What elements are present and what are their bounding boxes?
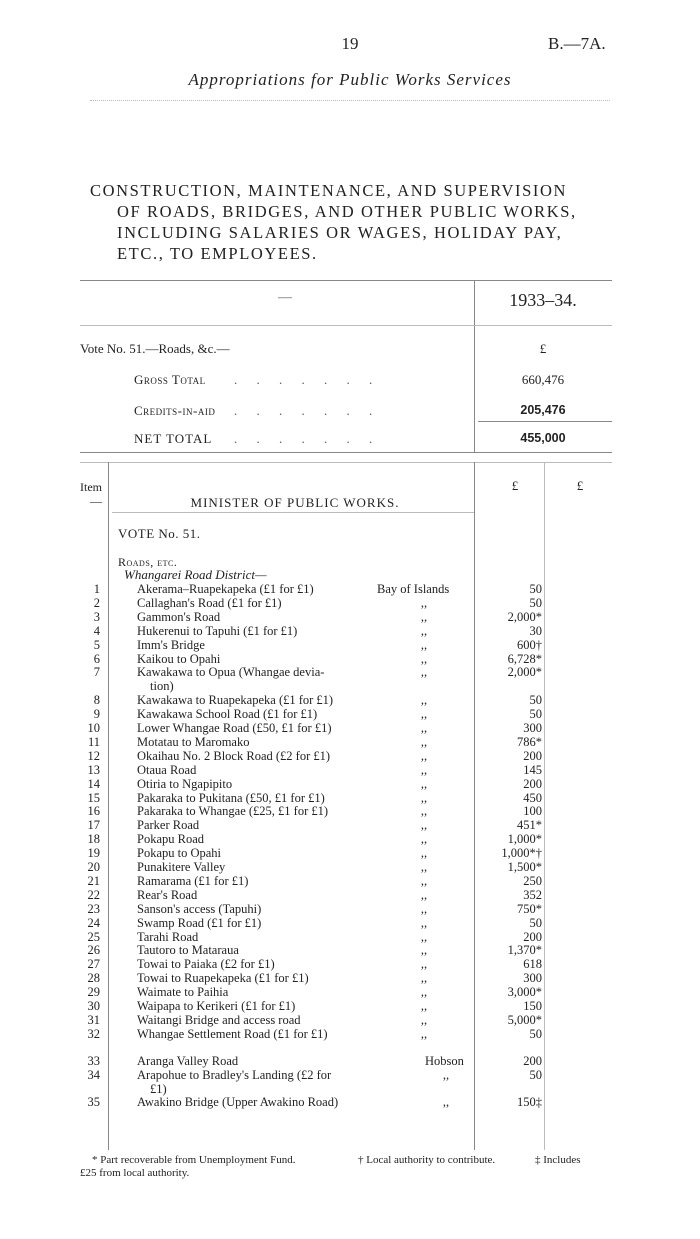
summary-currency: £ — [539, 341, 547, 356]
ditto-mark: ,, — [420, 734, 428, 749]
item-name: Kawakawa School Road (£1 for £1) — [137, 707, 318, 722]
item-name: Gammon's Road — [137, 609, 221, 624]
ditto-mark: ,, — [420, 721, 428, 735]
ditto-mark: ,, — [420, 665, 428, 680]
table-row — [0, 582, 700, 596]
item-number: 30 — [87, 999, 100, 1013]
ditto-mark: ,, — [442, 1067, 450, 1082]
table-row — [0, 804, 700, 818]
ditto-mark: ,, — [420, 846, 428, 861]
item-number: 15 — [87, 790, 100, 805]
item-name: Pakaraka to Pukitana (£50, £1 for £1) — [137, 790, 325, 805]
ditto-mark: ,, — [420, 637, 428, 652]
item-number: 35 — [87, 1095, 100, 1110]
table-row — [0, 971, 700, 985]
ditto-mark: ,, — [420, 985, 428, 1000]
item-amount: 352 — [523, 887, 542, 902]
ditto-mark: ,, — [420, 971, 428, 986]
item-amount: 5,000* — [507, 1012, 542, 1027]
table-row — [0, 860, 700, 874]
table-row — [0, 1054, 700, 1068]
item-name: Whangae Settlement Road (£1 for £1) — [137, 1026, 328, 1041]
table-row — [0, 763, 700, 777]
item-name: Kawakawa to Ruapekapeka (£1 for £1) — [137, 693, 334, 708]
item-amount: 200 — [523, 1053, 542, 1068]
item-amount: 618 — [523, 957, 542, 972]
item-amount: 786* — [517, 734, 542, 749]
summary-column-rule — [474, 280, 475, 452]
summary-gross-total — [134, 372, 474, 388]
item-name: Otiria to Ngapipito — [137, 776, 233, 791]
table-row — [0, 665, 700, 679]
item-name: Okaihau No. 2 Block Road (£2 for £1) — [137, 748, 331, 763]
main-title-line: INCLUDING SALARIES OR WAGES, HOLIDAY PAY, — [117, 223, 563, 242]
table-row — [0, 888, 700, 902]
item-amount: 50 — [529, 595, 542, 610]
item-amount: 750* — [517, 901, 542, 916]
item-amount: 200 — [523, 929, 542, 944]
item-name: Imm's Bridge — [137, 637, 205, 652]
ditto-mark: ,, — [420, 915, 428, 930]
ditto-mark: ,, — [420, 595, 428, 610]
ditto-mark: ,, — [420, 929, 428, 944]
table-row — [0, 596, 700, 610]
main-title-line: CONSTRUCTION, MAINTENANCE, AND SUPERVISION — [90, 181, 568, 200]
item-amount: 450 — [523, 790, 542, 805]
ditto-mark: ,, — [420, 999, 428, 1013]
summary-label: Credits-in-aid — [134, 403, 216, 418]
ditto-mark: ,, — [420, 790, 428, 805]
item-name: Swamp Road (£1 for £1) — [137, 915, 262, 930]
ditto-mark: ,, — [420, 943, 428, 958]
item-number: 2 — [93, 595, 100, 610]
item-amount: 451* — [517, 818, 542, 833]
footnote-dagger: † Local authority to contribute. — [358, 1154, 496, 1166]
item-name: Callaghan's Road (£1 for £1) — [137, 595, 282, 610]
item-number: 13 — [87, 762, 100, 777]
item-number: 20 — [87, 860, 100, 874]
item-number: 3 — [93, 609, 100, 624]
item-name: Motatau to Maromako — [137, 734, 250, 749]
ditto-mark: ,, — [420, 748, 428, 763]
item-amount: 50 — [529, 1067, 542, 1082]
item-amount: 50 — [529, 1026, 542, 1041]
item-amount: 3,000* — [507, 985, 542, 1000]
item-name: Waipapa to Kerikeri (£1 for £1) — [137, 999, 296, 1013]
footnote-asterisk: * Part recoverable from Unemployment Fund. — [92, 1154, 296, 1166]
summary-net-value: 455,000 — [520, 431, 566, 445]
ditto-mark: ,, — [420, 776, 428, 791]
table-row — [0, 652, 700, 666]
item-amount: 100 — [523, 804, 542, 819]
table-row — [0, 999, 700, 1013]
table-row — [0, 957, 700, 971]
ditto-mark: ,, — [420, 609, 428, 624]
item-number: 22 — [87, 887, 100, 902]
table-row-continuation — [0, 679, 700, 693]
summary-blank-header: — — [278, 290, 292, 305]
item-amount: 200 — [523, 776, 542, 791]
summary-gross-total-value: 660,476 — [521, 372, 565, 387]
footnote-double-dagger: ‡ Includes — [535, 1154, 581, 1166]
item-name: Akerama–Ruapekapeka (£1 for £1) — [137, 582, 314, 596]
district-heading: Whangarei Road District— — [124, 567, 267, 582]
ditto-mark: ,, — [420, 1026, 428, 1041]
item-name: Kawakawa to Opua (Whangae devia- — [137, 665, 325, 680]
item-number: 31 — [87, 1012, 100, 1027]
total-currency: £ — [576, 478, 584, 493]
summary-header-rule — [80, 325, 612, 326]
item-number: 12 — [87, 748, 100, 763]
ditto-mark: ,, — [420, 693, 428, 708]
item-number: 6 — [93, 651, 100, 666]
item-name: Waitangi Bridge and access road — [137, 1012, 301, 1027]
item-number: 14 — [87, 776, 100, 791]
table-row — [0, 749, 700, 763]
item-name-continuation: £1) — [150, 1081, 167, 1096]
item-amount: 2,000* — [507, 609, 542, 624]
item-name: Pokapu to Opahi — [137, 846, 222, 861]
item-amount: 200 — [523, 748, 542, 763]
ministry-rule — [112, 512, 474, 513]
items-top-rule — [80, 462, 612, 463]
item-amount: 50 — [529, 915, 542, 930]
summary-leader: . . . . . . . — [234, 431, 381, 446]
summary-vote-line: Vote No. 51.—Roads, &c.— — [80, 341, 230, 356]
item-number: 9 — [93, 707, 100, 722]
ditto-mark: ,, — [420, 623, 428, 638]
item-number: 8 — [93, 693, 100, 708]
summary-top-rule — [80, 280, 612, 281]
item-number: 17 — [87, 818, 100, 833]
item-name: Rear's Road — [137, 887, 198, 902]
item-number: 1 — [93, 582, 100, 596]
main-title-line: ETC., TO EMPLOYEES. — [117, 244, 318, 263]
item-amount: 150 — [523, 999, 542, 1013]
item-name: Otaua Road — [137, 762, 197, 777]
roads-heading: Roads, etc. — [118, 555, 178, 569]
item-location: Hobson — [425, 1053, 464, 1068]
item-amount: 600† — [517, 637, 542, 652]
document-reference: B.—7A. — [548, 34, 606, 53]
item-amount: 50 — [529, 582, 542, 596]
item-column-header: Item — [80, 480, 102, 494]
item-name: Awakino Bridge (Upper Awakino Road) — [137, 1095, 339, 1110]
item-number: 16 — [87, 804, 100, 819]
summary-year-header: 1933–34. — [509, 290, 577, 310]
item-name: Arapohue to Bradley's Landing (£2 for — [137, 1067, 332, 1082]
table-row — [0, 735, 700, 749]
ministry-heading: MINISTER OF PUBLIC WORKS. — [190, 495, 400, 510]
table-row — [0, 846, 700, 860]
table-row — [0, 777, 700, 791]
item-number: 34 — [87, 1067, 100, 1082]
table-row — [0, 707, 700, 721]
item-number: 11 — [87, 734, 100, 749]
item-number: 23 — [87, 901, 100, 916]
table-row — [0, 693, 700, 707]
item-name: Sanson's access (Tapuhi) — [137, 901, 262, 916]
item-name: Tautoro to Mataraua — [137, 943, 239, 958]
table-row — [0, 874, 700, 888]
summary-leader: . . . . . . . — [234, 372, 381, 387]
vote-heading: VOTE No. 51. — [118, 526, 201, 541]
table-row-continuation — [0, 1082, 700, 1096]
item-name: Pokapu Road — [137, 832, 205, 847]
table-row — [0, 818, 700, 832]
table-row — [0, 1027, 700, 1041]
main-title-line: OF ROADS, BRIDGES, AND OTHER PUBLIC WORKS, — [117, 202, 577, 221]
item-number: 19 — [87, 846, 100, 861]
table-row — [0, 1013, 700, 1027]
item-name: Punakitere Valley — [137, 860, 226, 874]
item-number: 29 — [87, 985, 100, 1000]
item-amount: 50 — [529, 693, 542, 708]
item-number: 24 — [87, 915, 100, 930]
item-name: Lower Whangae Road (£50, £1 for £1) — [137, 721, 332, 735]
item-number: 26 — [87, 943, 100, 958]
item-amount: 30 — [529, 623, 542, 638]
footnote-continuation: £25 from local authority. — [80, 1167, 190, 1179]
item-number: 32 — [87, 1026, 100, 1041]
item-name: Towai to Ruapekapeka (£1 for £1) — [137, 971, 309, 986]
table-row — [0, 721, 700, 735]
summary-label: NET TOTAL — [134, 431, 213, 446]
ditto-mark: ,, — [420, 818, 428, 833]
item-amount: 300 — [523, 971, 542, 986]
item-amount: 1,000* — [507, 832, 542, 847]
summary-label: Gross Total — [134, 372, 206, 387]
item-amount: 250 — [523, 873, 542, 888]
running-title: Appropriations for Public Works Services — [188, 70, 512, 89]
table-row — [0, 1095, 700, 1109]
ditto-mark: ,, — [420, 804, 428, 819]
item-name: Ramarama (£1 for £1) — [137, 873, 249, 888]
summary-subtotal-rule — [478, 421, 612, 422]
item-amount: 2,000* — [507, 665, 542, 680]
summary-bottom-rule — [80, 452, 612, 453]
ditto-mark: ,, — [420, 762, 428, 777]
table-row — [0, 1068, 700, 1082]
item-amount: 1,500* — [507, 860, 542, 874]
table-row — [0, 610, 700, 624]
item-name: Hukerenui to Tapuhi (£1 for £1) — [137, 623, 298, 638]
summary-credits-value: 205,476 — [520, 403, 566, 417]
ditto-mark: ,, — [420, 887, 428, 902]
table-row — [0, 943, 700, 957]
ditto-mark: ,, — [420, 873, 428, 888]
item-number: 10 — [87, 721, 100, 735]
table-row — [0, 624, 700, 638]
ditto-mark: ,, — [442, 1095, 450, 1110]
summary-leader: . . . . . . . — [234, 403, 381, 418]
ditto-mark: ,, — [420, 1012, 428, 1027]
item-name: Towai to Paiaka (£2 for £1) — [137, 957, 275, 972]
ditto-mark: ,, — [420, 901, 428, 916]
item-amount: 145 — [523, 762, 542, 777]
table-row — [0, 832, 700, 846]
item-name: Waimate to Paihia — [137, 985, 229, 1000]
table-row — [0, 930, 700, 944]
item-number: 28 — [87, 971, 100, 986]
item-number: 7 — [93, 665, 100, 680]
ditto-mark: ,, — [420, 651, 428, 666]
item-amount: 1,370* — [507, 943, 542, 958]
main-title — [90, 180, 650, 264]
ditto-mark: ,, — [420, 832, 428, 847]
item-name: Tarahi Road — [137, 929, 199, 944]
item-number: 5 — [93, 637, 100, 652]
item-location: Bay of Islands — [377, 582, 450, 596]
item-amount: 6,728* — [507, 651, 542, 666]
item-name: Aranga Valley Road — [137, 1053, 239, 1068]
table-row — [0, 638, 700, 652]
ditto-mark: ,, — [420, 707, 428, 722]
item-amount: 1,000*† — [501, 846, 542, 861]
table-row — [0, 985, 700, 999]
item-number: 27 — [87, 957, 100, 972]
item-amount: 50 — [529, 707, 542, 722]
ditto-mark: ,, — [420, 957, 428, 972]
header-divider — [90, 100, 610, 101]
item-name-continuation: tion) — [150, 679, 174, 694]
ditto-mark: ,, — [420, 860, 428, 874]
item-number: 33 — [87, 1053, 100, 1068]
item-number: 21 — [87, 873, 100, 888]
amount-currency: £ — [511, 478, 519, 493]
table-row — [0, 902, 700, 916]
item-name: Kaikou to Opahi — [137, 651, 221, 666]
summary-net-total — [134, 431, 474, 447]
item-column-dash: — — [90, 494, 102, 508]
item-number: 25 — [87, 929, 100, 944]
item-number: 18 — [87, 832, 100, 847]
summary-credits-in-aid — [134, 403, 474, 419]
table-row — [0, 791, 700, 805]
item-amount: 300 — [523, 721, 542, 735]
item-name: Pakaraka to Whangae (£25, £1 for £1) — [137, 804, 329, 819]
table-row — [0, 916, 700, 930]
item-name: Parker Road — [137, 818, 200, 833]
item-number: 4 — [93, 623, 100, 638]
page-number: 19 — [341, 34, 359, 53]
item-amount: 150‡ — [517, 1095, 542, 1110]
